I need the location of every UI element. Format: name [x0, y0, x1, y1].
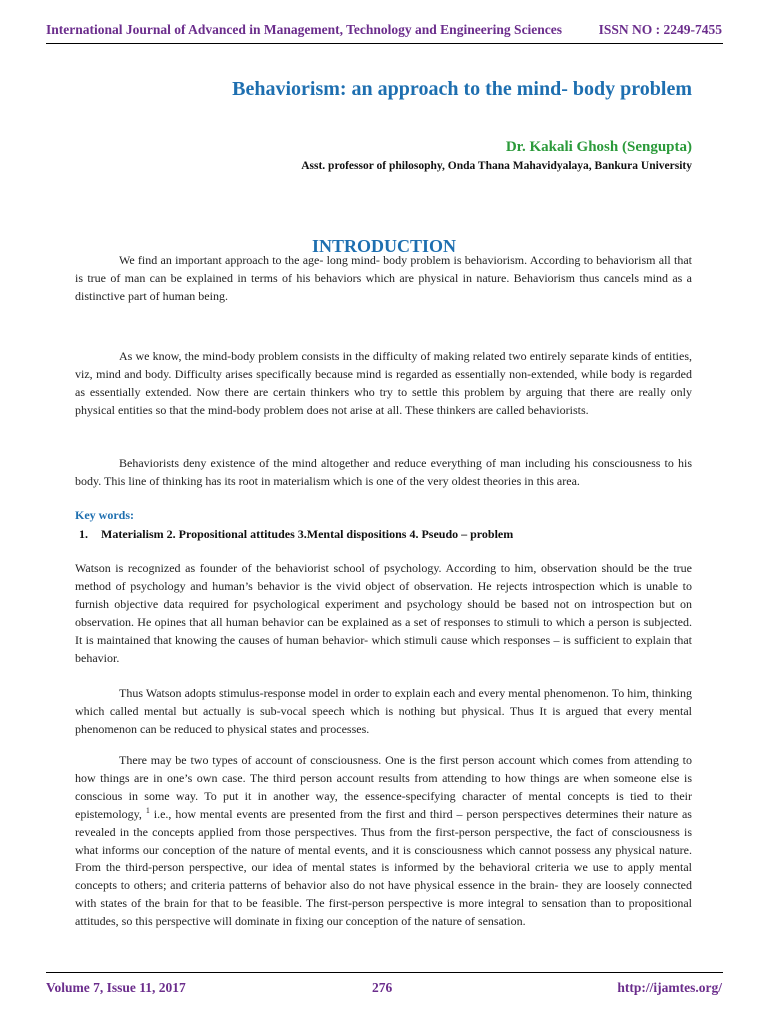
paragraph-2: As we know, the mind-body problem consists in the difficulty of making related two entirely separate kinds of entities, viz, mind and body. Difficulty arises specifically because mind is regarded as essentially non-extended, while body is regarded as essentially extended. Now there are certain thinkers who try to settle this problem by arguing that there are really only physical entities so that the mind-body problem does not arise at all. These thinkers are called behaviorists.	[75, 349, 692, 417]
volume-issue: Volume 7, Issue 11, 2017	[46, 980, 186, 995]
paragraph-6	[75, 752, 692, 931]
paragraph-1: We find an important approach to the age- long mind- body problem is behaviorism. According to behaviorism all that is true of man can be explained in terms of his behaviors which are physical in nature. Behaviorism thus cancels mind as a distinctive part of human being.	[75, 253, 692, 303]
section-heading-introduction: INTRODUCTION	[311, 236, 457, 256]
header-divider	[46, 43, 723, 44]
paragraph-5: Thus Watson adopts stimulus-response model in order to explain each and every mental phenomenon. To him, thinking which called mental but actually is sub-vocal speech which is nothing but physical. Thus It is argued that every mental phenomenon can be reduced to physical states and processes.	[75, 686, 692, 736]
running-footer	[0, 980, 768, 1000]
keywords-list	[79, 527, 513, 542]
keywords-number: 1.	[79, 527, 88, 541]
issn-number: ISSN NO : 2249-7455	[598, 22, 722, 37]
paragraph-4: Watson is recognized as founder of the behaviorist school of psychology. According to him, observation should be the true method of psychology and human’s behavior is the vivid object of observation. He rejects introspection which is unable to furnish objective data required for psychological experiment and psychology should be based not on introspection but on observation. He opines that all human behavior can be explained as a set of responses to stimuli to which a person is subjected. It is maintained that knowing the causes of human behavior- which stimuli cause which responses – is sufficient to explain that behavior.	[75, 561, 692, 665]
paragraph-6-part-b: i.e., how mental events are presented from the first and third – person perspectives determines their nature as revealed in the concepts applied from those perspectives. Thus from the first-person perspective, the fact of consciousness is what informs our conception of the nature of mental events, and it is consciousness which cannot possess any physical nature. From the third-person perspective, our idea of mental states is informed by the behavioral criteria we use to apply mental concepts to others; and criteria patterns of behavior also do not have physical essence in the brain- they are loosely connected with states of the brain for that to be feasible. The first-person perspective is more integral to sensation than to propositional attitudes, so this perspective will dominate in fixing our conception of the nature of sensation.	[75, 806, 692, 929]
author-affiliation: Asst. professor of philosophy, Onda Thana Mahavidyalaya, Bankura University	[301, 160, 692, 172]
keywords-label: Key words:	[75, 508, 134, 522]
author-name: Dr. Kakali Ghosh (Sengupta)	[505, 139, 692, 155]
paragraph-3: Behaviorists deny existence of the mind altogether and reduce everything of man including his consciousness to his body. This line of thinking has its root in materialism which is one of the very oldest theories in this area.	[75, 456, 692, 488]
paragraph-6-part-a: There may be two types of account of consciousness. One is the first person account which comes from attending to how things are in one’s own case. The third person account results from attending to how things are when someone else is conscious in some way. To put it in another way, the essence-specifying character of mental concepts is tied to their epistemology,	[75, 753, 692, 821]
running-header	[0, 22, 768, 44]
page-number: 276	[372, 980, 393, 995]
keywords-text: Materialism 2. Propositional attitudes 3.Mental dispositions 4. Pseudo – problem	[101, 527, 514, 541]
journal-name: International Journal of Advanced in Management, Technology and Engineering Sciences	[46, 22, 563, 37]
footnote-ref-1: 1	[145, 805, 150, 815]
footer-divider	[46, 972, 723, 973]
journal-url[interactable]: http://ijamtes.org/	[617, 980, 722, 995]
article-title: Behaviorism: an approach to the mind- body problem	[232, 78, 692, 100]
